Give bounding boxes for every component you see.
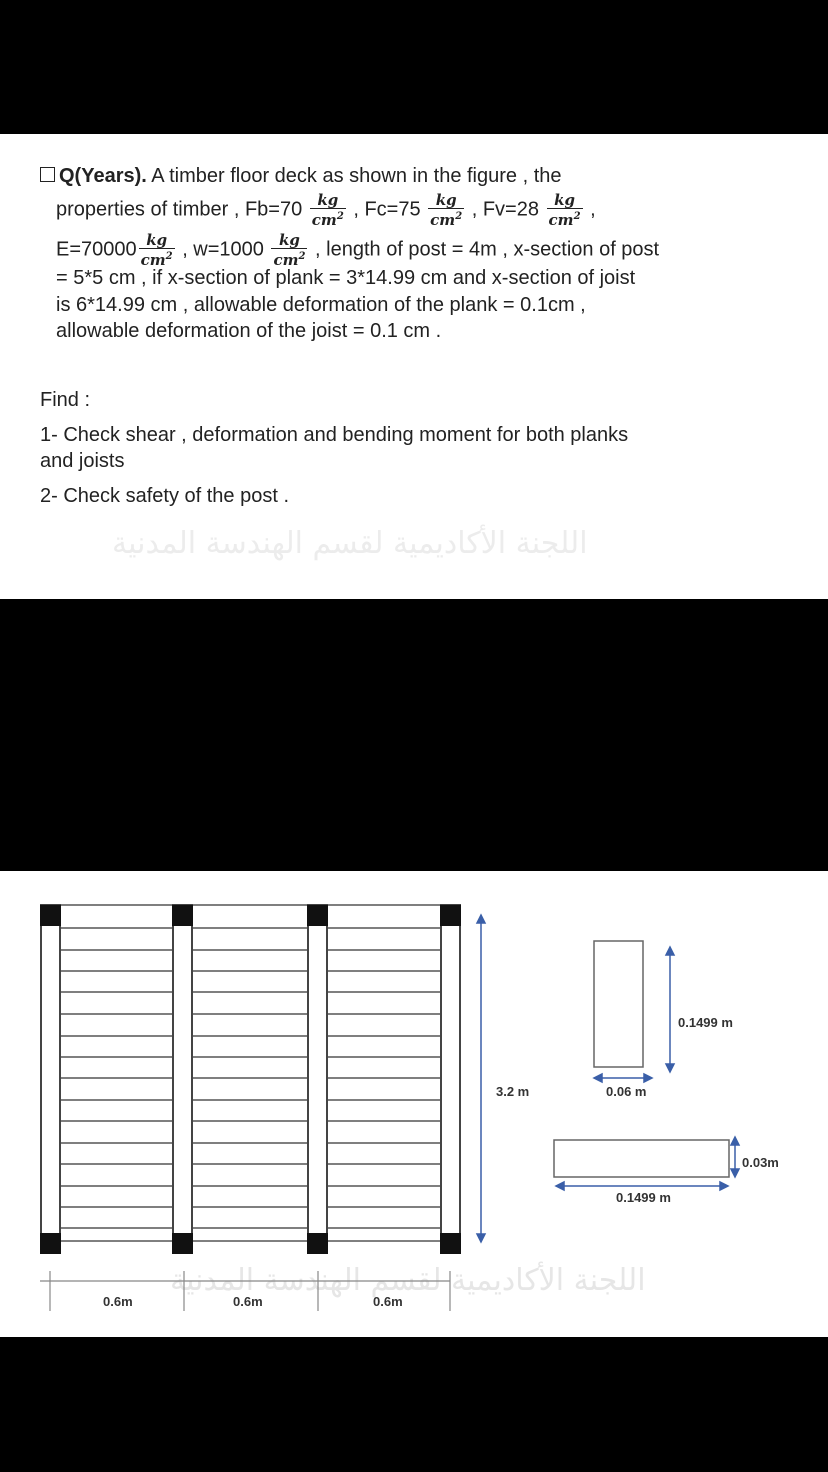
unit-fraction: $\frac{kg}{cm^2}$: [140, 231, 173, 269]
spacing-label-2: 0.6m: [233, 1294, 263, 1309]
plank-width-arrow: [556, 1182, 728, 1190]
question-title: Q(Years).: [59, 165, 147, 187]
joist-depth-label: 0.1499 m: [678, 1015, 733, 1030]
figure-panel: [0, 871, 828, 1337]
problem-panel: [0, 134, 828, 599]
question-line-4: = 5*5 cm , if x-section of plank = 3*14.99 cm and x-section of joist: [56, 267, 636, 289]
e-text: E=70000: [56, 238, 137, 261]
question-line-5: is 6*14.99 cm , allowable deformation of the plank = 0.1cm ,: [56, 294, 586, 316]
fv-text: , Fv=28: [471, 198, 539, 221]
question-text-1: A timber floor deck as shown in the figure , the: [151, 165, 562, 187]
spacing-label-1: 0.6m: [103, 1294, 133, 1309]
find-item-1: 1- Check shear , deformation and bending moment for both planks: [40, 424, 629, 446]
joists: [41, 905, 460, 1241]
watermark-arabic: اللجنة الأكاديمية لقسم الهندسة المدنية: [112, 526, 588, 561]
height-label: 3.2 m: [496, 1084, 530, 1099]
find-item-2: 2- Check safety of the post .: [40, 485, 290, 507]
w-text: , w=1000: [182, 238, 264, 261]
posts: [40, 905, 461, 1254]
find-label: Find :: [40, 389, 91, 411]
joist-depth-arrow: [666, 947, 674, 1072]
spacing-label-3: 0.6m: [373, 1294, 403, 1309]
floor-deck-diagram: [0, 871, 828, 1337]
plank-thickness-label: 0.03m: [742, 1155, 779, 1170]
question-line-3: [56, 232, 659, 268]
plank-width-label: 0.1499 m: [616, 1190, 671, 1205]
unit-fraction: $\frac{kg}{cm^2}$: [430, 191, 463, 229]
find-item-1-cont: and joists: [40, 450, 125, 472]
watermark-arabic: اللجنة الأكاديمية لقسم الهندسة المدنية: [170, 1263, 646, 1298]
unit-fraction: $\frac{kg}{cm^2}$: [548, 191, 581, 229]
joist-width-label: 0.06 m: [606, 1084, 647, 1099]
unit-fraction: $\frac{kg}{cm^2}$: [273, 231, 306, 269]
checkbox-icon: [40, 167, 55, 182]
unit-fraction: $\frac{kg}{cm^2}$: [311, 191, 344, 229]
planks: [60, 928, 441, 1228]
height-dimension: [477, 915, 485, 1242]
comma: ,: [590, 198, 596, 221]
joist-width-arrow: [594, 1074, 652, 1082]
fb-text: properties of timber , Fb=70: [56, 198, 303, 221]
fc-text: , Fc=75: [353, 198, 421, 221]
plank-section: [554, 1140, 729, 1177]
post-length-text: , length of post = 4m , x-section of post: [315, 238, 660, 261]
question-line-1: [40, 165, 562, 188]
joist-section: [594, 941, 643, 1067]
plank-thickness-arrow: [731, 1137, 739, 1177]
question-line-2: [56, 192, 596, 228]
question-line-6: allowable deformation of the joist = 0.1 cm .: [56, 320, 442, 342]
